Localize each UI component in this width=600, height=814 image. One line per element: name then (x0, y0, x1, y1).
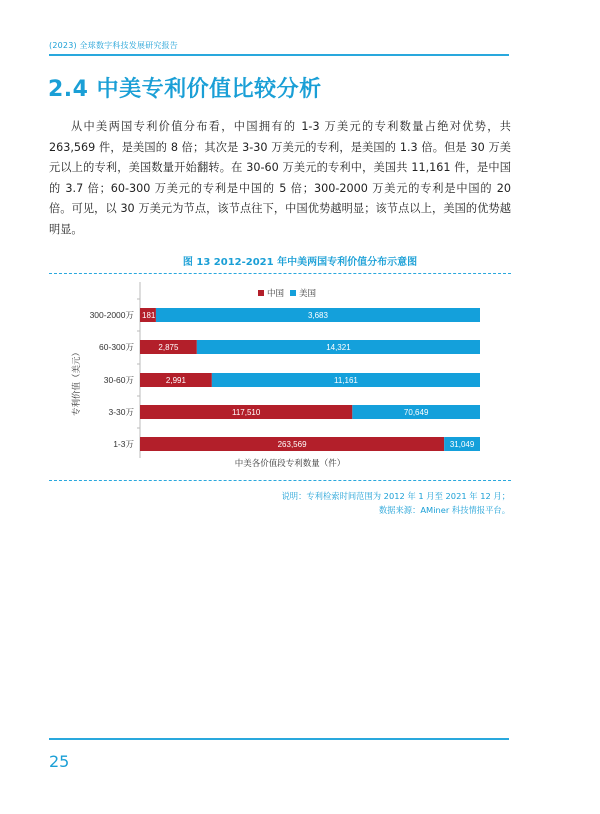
figure-bottom-divider (49, 480, 511, 481)
data-label-usa-2: 11,161 (333, 376, 358, 385)
data-label-usa-4: 31,049 (449, 440, 475, 449)
category-label-0: 300-2000万 (89, 310, 134, 320)
data-label-china-4: 263,569 (277, 440, 307, 449)
data-label-usa-3: 70,649 (403, 408, 429, 417)
data-label-china-2: 2,991 (165, 376, 186, 385)
legend-label-1: 美国 (299, 288, 317, 298)
category-label-4: 1-3万 (113, 439, 134, 449)
data-label-china-0: 181 (142, 311, 156, 320)
footer-divider (49, 738, 509, 740)
data-label-china-3: 117,510 (232, 408, 261, 417)
body-paragraph: 从中美两国专利价值分布看，中国拥有的 1-3 万美元的专利数量占绝对优势，共 263,569 件，是美国的 8 倍；其次是 3-30 万美元的专利，是美国的 1.3 倍。但是 30 万美元以上的专利，美国数量开始翻转。在 30-60 万美元的专利中，美国共 11,161 件，是中国的 3.7 倍；60-300 万美元的专利是中国的 5 倍；300-2000 万美元的专利是中国的 20 倍。可见，以 30 万美元为节点，该节点往下，中国优势越明显；该节点以上，美国的优势越明显。 (49, 120, 511, 236)
category-label-2: 30-60万 (103, 375, 134, 385)
y-axis-label: 专利价值（美元） (71, 347, 81, 417)
figure-title: 图 13 2012-2021 年中美两国专利价值分布示意图 (182, 257, 418, 268)
note-time-range: 说明：专利检索时间范围为 2012 年 1 月至 2021 年 12 月； (281, 491, 510, 501)
legend-swatch-0 (258, 290, 264, 296)
page-number: 25 (49, 752, 70, 771)
section-title: 2.4 中美专利价值比较分析 (48, 77, 322, 102)
data-label-usa-1: 14,321 (326, 343, 351, 352)
category-label-1: 60-300万 (99, 342, 134, 352)
data-label-usa-0: 3,683 (307, 311, 328, 320)
legend-label-0: 中国 (267, 288, 285, 298)
data-label-china-1: 2,875 (158, 343, 179, 352)
legend-swatch-1 (290, 290, 296, 296)
category-label-3: 3-30万 (108, 407, 134, 417)
x-axis-label: 中美各价值段专利数量（件） (234, 458, 346, 468)
note-data-source: 数据来源：AMiner 科技情报平台。 (378, 505, 510, 515)
running-header: (2023) 全球数字科技发展研究报告 (49, 41, 178, 50)
